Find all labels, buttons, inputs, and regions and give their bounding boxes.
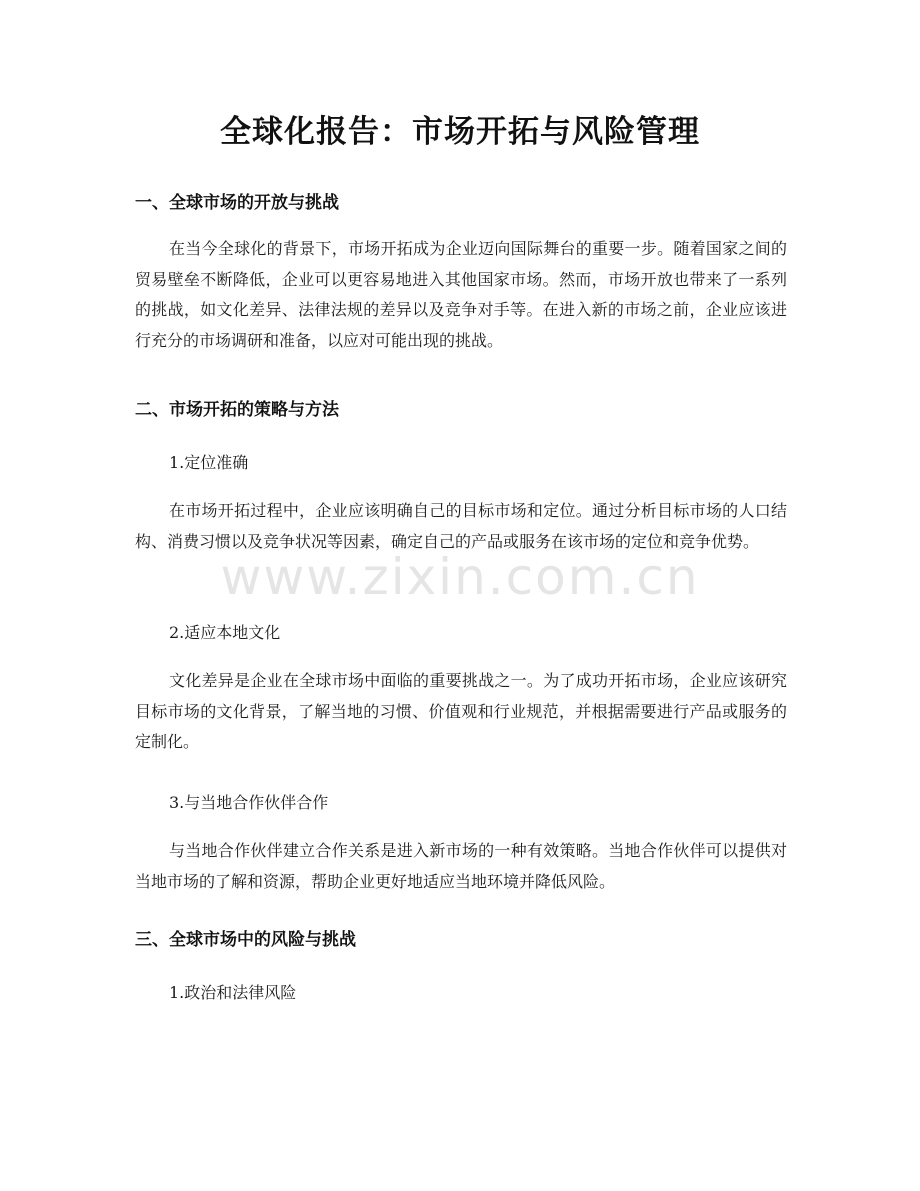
subsection-paragraph-positioning: 在市场开拓过程中，企业应该明确自己的目标市场和定位。通过分析目标市场的人口结构、消费习惯以及竞争状况等因素，确定自己的产品或服务在该市场的定位和竞争优势。 bbox=[135, 501, 787, 551]
document-title: 全球化报告：市场开拓与风险管理 bbox=[220, 114, 700, 150]
section-heading-1: 一、全球市场的开放与挑战 bbox=[135, 193, 339, 213]
subsection-label-local-culture: 2.适应本地文化 bbox=[169, 623, 281, 642]
subsection-label-positioning: 1.定位准确 bbox=[169, 453, 249, 472]
subsection-label-local-partners: 3.与当地合作伙伴合作 bbox=[169, 793, 329, 812]
watermark: www.zixin.com.cn bbox=[220, 548, 700, 606]
subsection-paragraph-local-culture: 文化差异是企业在全球市场中面临的重要挑战之一。为了成功开拓市场，企业应该研究目标市场的文化背景，了解当地的习惯、价值观和行业规范，并根据需要进行产品或服务的定制化。 bbox=[135, 671, 787, 751]
section-heading-2: 二、市场开拓的策略与方法 bbox=[135, 400, 339, 420]
subsection-label-political-legal-risk: 1.政治和法律风险 bbox=[169, 983, 297, 1002]
section-heading-3: 三、全球市场中的风险与挑战 bbox=[135, 930, 356, 950]
subsection-paragraph-local-partners: 与当地合作伙伴建立合作关系是进入新市场的一种有效策略。当地合作伙伴可以提供对当地市场的了解和资源，帮助企业更好地适应当地环境并降低风险。 bbox=[135, 841, 787, 891]
section-1-paragraph: 在当今全球化的背景下，市场开拓成为企业迈向国际舞台的重要一步。随着国家之间的贸易壁垒不断降低，企业可以更容易地进入其他国家市场。然而，市场开放也带来了一系列的挑战，如文化差异、法律法规的差异以及竞争对手等。在进入新的市场之前，企业应该进行充分的市场调研和准备，以应对可能出现的挑战。 bbox=[135, 239, 787, 350]
